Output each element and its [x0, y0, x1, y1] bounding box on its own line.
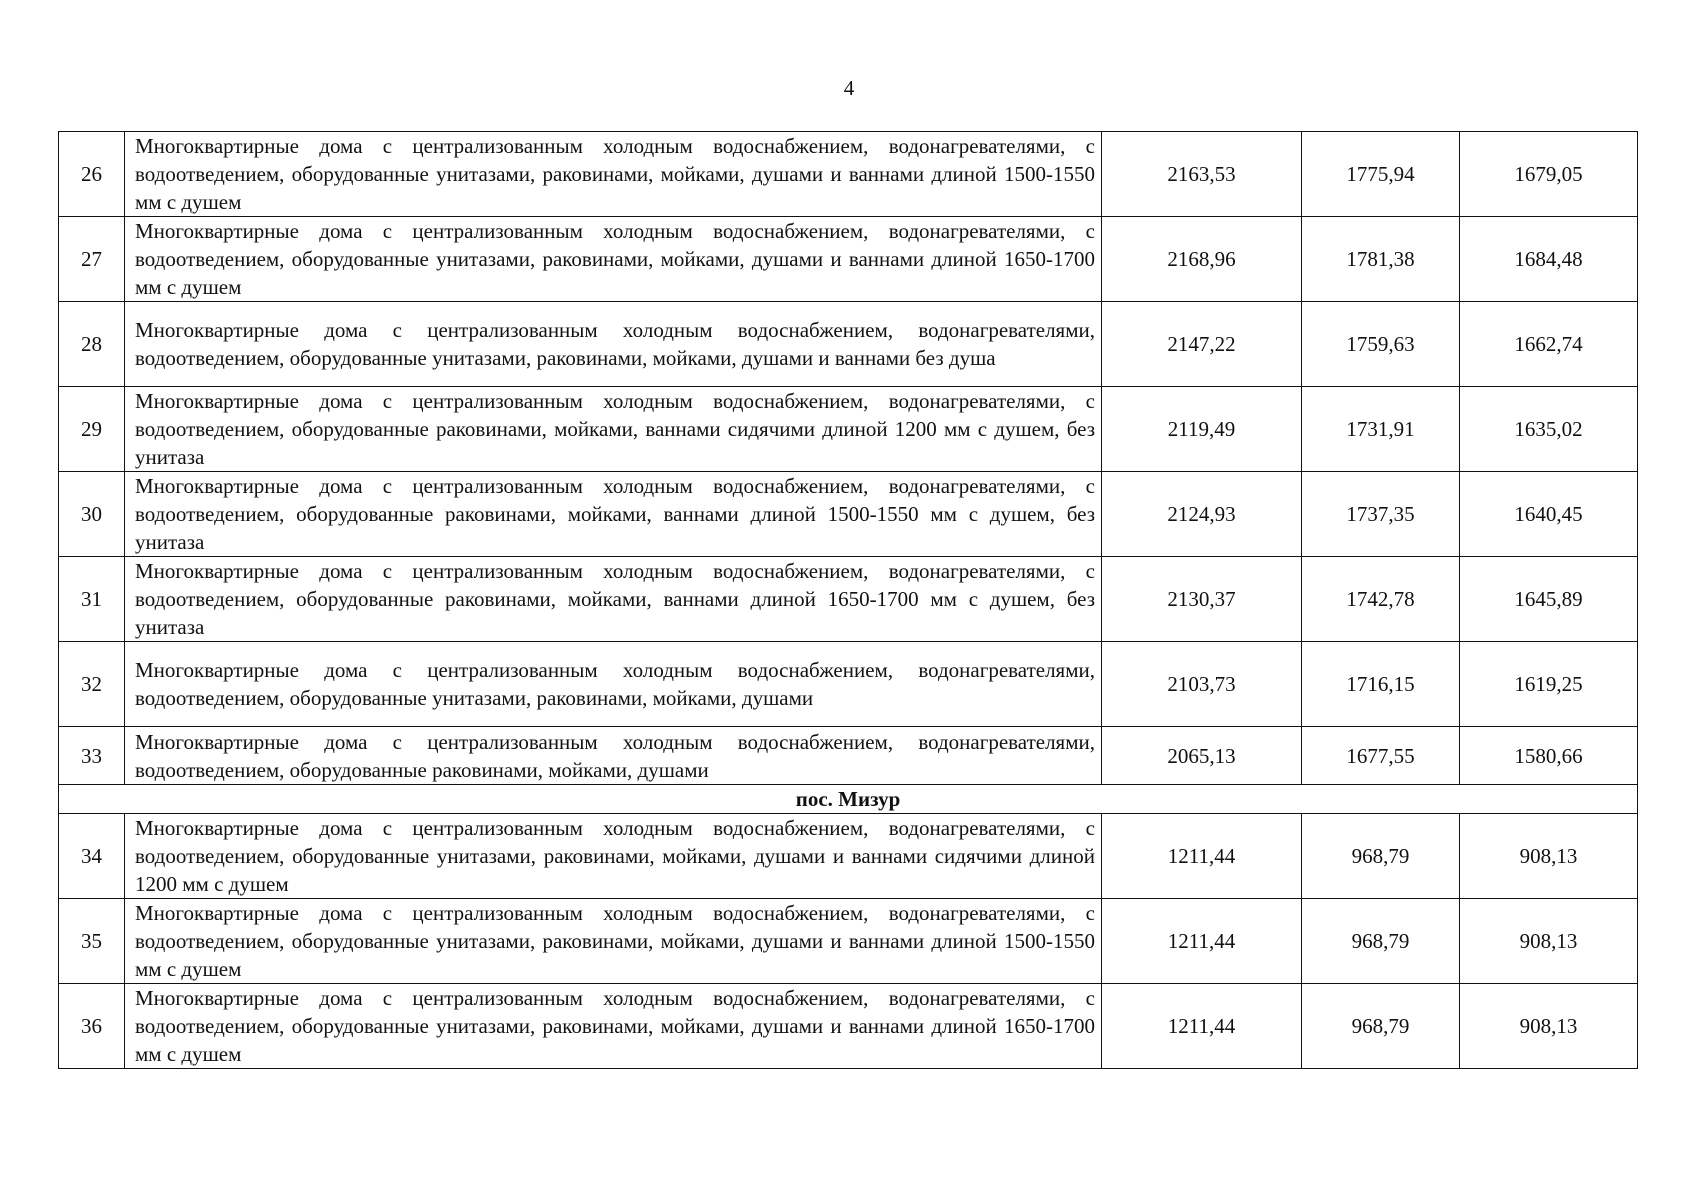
value-cell: 908,13 — [1460, 899, 1638, 984]
value-cell: 1645,89 — [1460, 557, 1638, 642]
row-description: Многоквартирные дома с централизованным холодным водоснабжением, водонагревателями, с водоотведением, оборудованные унитазами, раковинами, мойками, душами и ваннами длиной 1650-1700 мм с душем — [125, 984, 1102, 1069]
table-row — [59, 387, 1638, 472]
table-row — [59, 217, 1638, 302]
value-cell: 1619,25 — [1460, 642, 1638, 727]
value-cell: 1684,48 — [1460, 217, 1638, 302]
value-cell: 1640,45 — [1460, 472, 1638, 557]
row-number: 36 — [59, 984, 125, 1069]
row-number: 31 — [59, 557, 125, 642]
value-cell: 1211,44 — [1102, 984, 1302, 1069]
value-cell: 1731,91 — [1302, 387, 1460, 472]
table-row — [59, 642, 1638, 727]
value-cell: 1742,78 — [1302, 557, 1460, 642]
tariff-table — [58, 131, 1638, 1069]
table-row — [59, 899, 1638, 984]
page-number: 4 — [843, 76, 855, 100]
row-number: 35 — [59, 899, 125, 984]
row-number: 34 — [59, 814, 125, 899]
value-cell: 2130,37 — [1102, 557, 1302, 642]
value-cell: 968,79 — [1302, 814, 1460, 899]
value-cell: 1662,74 — [1460, 302, 1638, 387]
row-number: 30 — [59, 472, 125, 557]
value-cell: 1635,02 — [1460, 387, 1638, 472]
value-cell: 968,79 — [1302, 984, 1460, 1069]
value-cell: 1211,44 — [1102, 814, 1302, 899]
value-cell: 2147,22 — [1102, 302, 1302, 387]
row-description: Многоквартирные дома с централизованным холодным водоснабжением, водонагревателями, с водоотведением, оборудованные раковинами, мойками, ваннами длиной 1650-1700 мм с душем, без унитаза — [125, 557, 1102, 642]
table-row — [59, 557, 1638, 642]
row-number: 29 — [59, 387, 125, 472]
value-cell: 1211,44 — [1102, 899, 1302, 984]
row-number: 27 — [59, 217, 125, 302]
row-number: 32 — [59, 642, 125, 727]
value-cell: 968,79 — [1302, 899, 1460, 984]
row-description: Многоквартирные дома с централизованным холодным водоснабжением, водонагревателями, водоотведением, оборудованные унитазами, раковинами, мойками, душами — [125, 642, 1102, 727]
value-cell: 1580,66 — [1460, 727, 1638, 785]
table-row — [59, 132, 1638, 217]
value-cell: 2103,73 — [1102, 642, 1302, 727]
row-description: Многоквартирные дома с централизованным холодным водоснабжением, водонагревателями, водоотведением, оборудованные унитазами, раковинами, мойками, душами и ваннами без душа — [125, 302, 1102, 387]
table-row — [59, 727, 1638, 785]
section-title: пос. Мизур — [59, 785, 1638, 814]
row-number: 33 — [59, 727, 125, 785]
section-header-row — [59, 785, 1638, 814]
value-cell: 1775,94 — [1302, 132, 1460, 217]
row-number: 28 — [59, 302, 125, 387]
row-description: Многоквартирные дома с централизованным холодным водоснабжением, водонагревателями, с водоотведением, оборудованные унитазами, раковинами, мойками, душами и ваннами длиной 1650-1700 мм с душем — [125, 217, 1102, 302]
row-description: Многоквартирные дома с централизованным холодным водоснабжением, водонагревателями, с водоотведением, оборудованные раковинами, мойками, ваннами длиной 1500-1550 мм с душем, без унитаза — [125, 472, 1102, 557]
value-cell: 2124,93 — [1102, 472, 1302, 557]
row-description: Многоквартирные дома с централизованным холодным водоснабжением, водонагревателями, с водоотведением, оборудованные унитазами, раковинами, мойками, душами и ваннами длиной 1500-1550 мм с душем — [125, 899, 1102, 984]
value-cell: 2168,96 — [1102, 217, 1302, 302]
value-cell: 1759,63 — [1302, 302, 1460, 387]
table-row — [59, 472, 1638, 557]
row-description: Многоквартирные дома с централизованным холодным водоснабжением, водонагревателями, с водоотведением, оборудованные унитазами, раковинами, мойками, душами и ваннами сидячими длиной 1200 мм с душем — [125, 814, 1102, 899]
table-row — [59, 814, 1638, 899]
value-cell: 1716,15 — [1302, 642, 1460, 727]
value-cell: 1781,38 — [1302, 217, 1460, 302]
row-description: Многоквартирные дома с централизованным холодным водоснабжением, водонагревателями, с водоотведением, оборудованные раковинами, мойками, ваннами сидячими длиной 1200 мм с душем, без унитаза — [125, 387, 1102, 472]
value-cell: 2163,53 — [1102, 132, 1302, 217]
value-cell: 2065,13 — [1102, 727, 1302, 785]
row-description: Многоквартирные дома с централизованным холодным водоснабжением, водонагревателями, водоотведением, оборудованные раковинами, мойками, душами — [125, 727, 1102, 785]
row-number: 26 — [59, 132, 125, 217]
value-cell: 1737,35 — [1302, 472, 1460, 557]
value-cell: 908,13 — [1460, 814, 1638, 899]
table-row — [59, 302, 1638, 387]
value-cell: 908,13 — [1460, 984, 1638, 1069]
value-cell: 2119,49 — [1102, 387, 1302, 472]
table-row — [59, 984, 1638, 1069]
value-cell: 1679,05 — [1460, 132, 1638, 217]
value-cell: 1677,55 — [1302, 727, 1460, 785]
row-description: Многоквартирные дома с централизованным холодным водоснабжением, водонагревателями, с водоотведением, оборудованные унитазами, раковинами, мойками, душами и ваннами длиной 1500-1550 мм с душем — [125, 132, 1102, 217]
